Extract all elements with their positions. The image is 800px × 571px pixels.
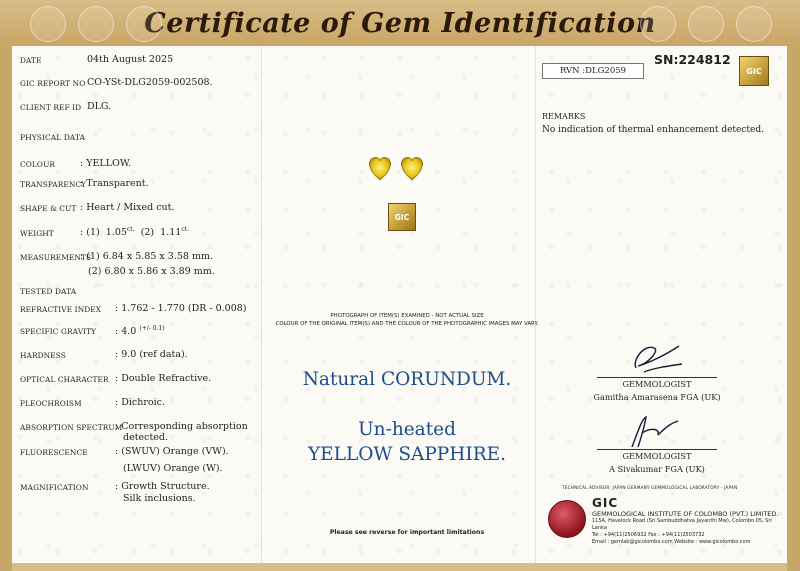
client-ref-label: CLIENT REF ID bbox=[20, 103, 82, 112]
absorption-line-2: detected. bbox=[123, 432, 169, 443]
client-ref-value: DLG. bbox=[87, 101, 112, 112]
diamond-ornament-icon bbox=[736, 6, 772, 42]
optical-character-value: : Double Refractive. bbox=[115, 373, 212, 384]
shape-cut-value: : Heart / Mixed cut. bbox=[80, 202, 175, 213]
report-no-label: GIC REPORT NO bbox=[20, 79, 86, 88]
weight-item-1: (1) bbox=[86, 227, 100, 239]
verdict-treatment: Un-heated bbox=[358, 419, 456, 440]
technical-advisor-note: TECHNICAL ADVISOR: JAPAN GERMANY GEMMOLOGICAL LABORATORY - JAPAN bbox=[562, 485, 738, 490]
verdict-variety: YELLOW SAPPHIRE. bbox=[307, 444, 507, 465]
gemmologist-1-name: Gamitha Amarasena FGA (UK) bbox=[593, 392, 721, 402]
magnification-label: MAGNIFICATION bbox=[20, 483, 89, 492]
transparency-value: : Transparent. bbox=[80, 178, 149, 189]
gemmologist-1-title: GEMMOLOGIST bbox=[622, 379, 692, 389]
diamond-ornament-icon bbox=[126, 6, 162, 42]
weight-unit: ct. bbox=[126, 226, 135, 233]
weight-item-2: (2) bbox=[140, 227, 155, 239]
report-no-value: CO-YSt-DLG2059-002508. bbox=[87, 77, 213, 88]
fluorescence-line-2: (LWUV) Orange (W). bbox=[123, 463, 223, 474]
photo-note-2: COLOUR OF THE ORIGINAL ITEM(S) AND THE COLOUR OF THE PHOTOGRAPHIC IMAGES MAY VARY. bbox=[275, 321, 539, 327]
pleochroism-label: PLEOCHROISM bbox=[20, 399, 82, 408]
signature-1-line bbox=[597, 377, 717, 378]
remarks-value: No indication of thermal enhancement detected. bbox=[542, 125, 764, 135]
reverse-limitations-note: Please see reverse for important limitations bbox=[329, 529, 485, 536]
heart-gem-icon bbox=[369, 157, 390, 180]
absorption-spectrum-label: ABSORPTION SPECTRUM bbox=[20, 423, 123, 432]
colour-value: : YELLOW. bbox=[80, 158, 131, 169]
weight-unit: ct. bbox=[181, 226, 189, 233]
tested-data-heading: TESTED DATA bbox=[20, 287, 77, 296]
lab-address-block bbox=[592, 518, 782, 546]
hardness-label: HARDNESS bbox=[20, 351, 66, 360]
gem-photo bbox=[364, 152, 434, 184]
serial-number: SN:224812 bbox=[654, 52, 731, 67]
gemmologist-2-name: A Sivakumar FGA (UK) bbox=[609, 464, 705, 474]
fold-line bbox=[535, 46, 536, 563]
photo-note-1: PHOTOGRAPH OF ITEM(S) EXAMINED - NOT ACTUAL SIZE bbox=[330, 313, 484, 319]
lab-phone: Tel : +94(11)2506932 Fax : +94(11)2503732 bbox=[592, 532, 705, 538]
optical-character-label: OPTICAL CHARACTER bbox=[20, 375, 109, 384]
gic-badge: GIC bbox=[739, 56, 769, 86]
date-label: DATE bbox=[20, 56, 42, 65]
measurements-line-1: : (1) 6.84 x 5.85 x 3.58 mm. bbox=[80, 251, 214, 262]
weight-2: 1.11 bbox=[160, 227, 182, 239]
signature-2-line bbox=[597, 449, 717, 450]
diamond-ornament-icon bbox=[78, 6, 114, 42]
diamond-ornament-icon bbox=[640, 6, 676, 42]
weight-value bbox=[80, 226, 189, 238]
transparency-label: TRANSPARENCY bbox=[20, 180, 87, 189]
signature-1-icon bbox=[624, 338, 684, 378]
fluorescence-line-1: : (SWUV) Orange (VW). bbox=[115, 446, 229, 457]
gemmologist-2-title: GEMMOLOGIST bbox=[622, 451, 692, 461]
gic-logo-tile: GIC bbox=[388, 203, 416, 231]
certificate-title: Certificate of Gem Identification bbox=[144, 7, 656, 39]
shape-cut-label: SHAPE & CUT bbox=[20, 204, 77, 213]
verdict-species: Natural CORUNDUM. bbox=[302, 369, 512, 390]
certificate-header bbox=[0, 0, 800, 46]
lab-address: 115A, Havelock Road (Sri Sambuddhatva Jayanthi Mw), Colombo 05, Sri Lanka bbox=[592, 518, 772, 531]
fluorescence-label: FLUORESCENCE bbox=[20, 448, 88, 457]
lab-contact: Email : gemlab@gicolombo.com Website : www.gicolombo.com bbox=[592, 539, 751, 545]
measurements-label: MEASUREMENTS bbox=[20, 253, 92, 262]
specific-gravity-tolerance: (+/- 0.1) bbox=[139, 325, 165, 332]
remarks-label: REMARKS bbox=[542, 112, 586, 121]
signature-2-icon bbox=[624, 411, 684, 451]
lab-abbrev: GIC bbox=[592, 496, 619, 510]
weight-1: 1.05 bbox=[105, 227, 127, 239]
colour-label: COLOUR bbox=[20, 160, 56, 169]
diamond-ornament-icon bbox=[30, 6, 66, 42]
specific-gravity-label: SPECIFIC GRAVITY bbox=[20, 327, 97, 336]
measurements-line-2: (2) 6.80 x 5.86 x 3.89 mm. bbox=[88, 266, 215, 277]
fold-line bbox=[261, 46, 262, 563]
pleochroism-value: : Dichroic. bbox=[115, 397, 165, 408]
refractive-index-label: REFRACTIVE INDEX bbox=[20, 305, 102, 314]
heart-gem-icon bbox=[401, 157, 422, 180]
hardness-value: : 9.0 (ref data). bbox=[115, 349, 188, 360]
weight-separator: : bbox=[80, 227, 84, 239]
weight-label: WEIGHT bbox=[20, 229, 54, 238]
date-value: 04th August 2025 bbox=[87, 54, 174, 65]
diamond-ornament-icon bbox=[688, 6, 724, 42]
specific-gravity-value bbox=[115, 325, 165, 337]
bottom-border bbox=[12, 563, 787, 571]
physical-data-heading: PHYSICAL DATA bbox=[20, 133, 85, 142]
magnification-line-1: : Growth Structure. bbox=[115, 481, 210, 492]
absorption-line-1: : Corresponding absorption bbox=[115, 421, 248, 432]
lab-name: GEMMOLOGICAL INSTITUTE OF COLOMBO (PVT.) LIMITED. bbox=[592, 510, 779, 518]
refractive-index-value: : 1.762 - 1.770 (DR - 0.008) bbox=[115, 303, 247, 314]
magnification-line-2: Silk inclusions. bbox=[123, 493, 196, 504]
certificate-body bbox=[12, 46, 787, 563]
specific-gravity-number: : 4.0 bbox=[115, 326, 137, 338]
rvn-box: RVN :DLG2059 bbox=[542, 63, 644, 79]
wax-seal-icon bbox=[548, 500, 586, 538]
